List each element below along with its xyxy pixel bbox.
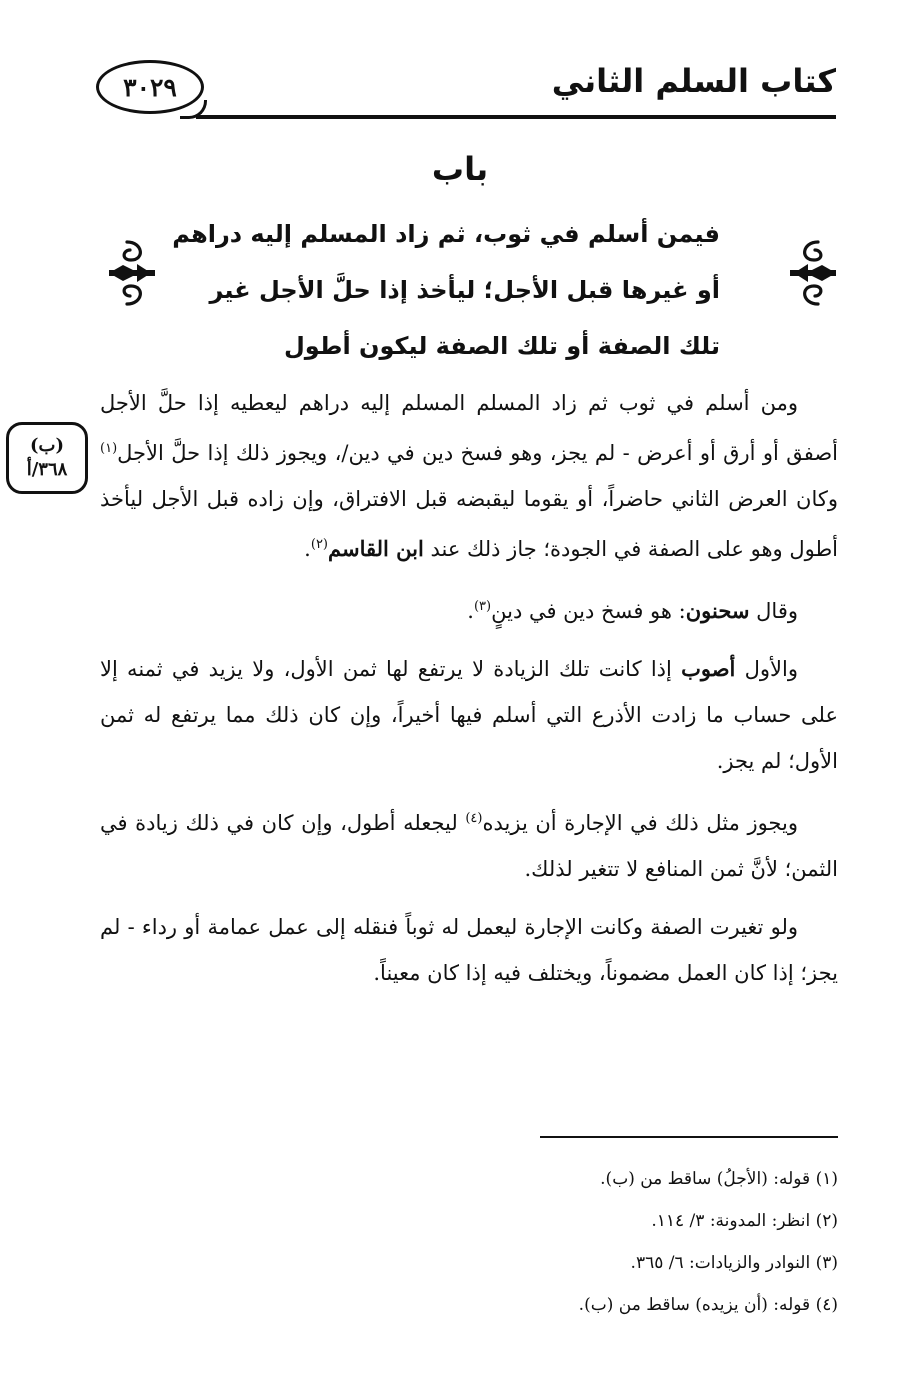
- scholar-name: ابن القاسم: [328, 536, 424, 561]
- subtitle-line: فيمن أسلم في ثوب، ثم زاد المسلم إليه دراهم: [172, 220, 720, 248]
- floral-ornament-icon: [788, 238, 838, 308]
- footnote: (٤) قوله: (أن يزيده) ساقط من (ب).: [578, 1295, 838, 1315]
- page-number: ٣٠٢٩: [123, 72, 177, 102]
- footnote-ref[interactable]: (٣): [473, 599, 492, 614]
- paragraph-text: .: [304, 537, 311, 561]
- page-number-badge: [96, 60, 204, 114]
- subtitle-line: تلك الصفة أو تلك الصفة ليكون أطول: [283, 332, 720, 360]
- paragraph: [100, 904, 838, 996]
- header-rule: [196, 115, 836, 119]
- paragraph: [100, 646, 838, 784]
- footnote: (٣) النوادر والزيادات: ٦/ ٣٦٥.: [630, 1253, 838, 1273]
- paragraph-text: وكان العرض الثاني حاضراً، أو يقوما ليقبضه قبل الافتراق، وإن زاده قبل الأجل ليأخذ أطول وهو على الصفة في الجودة؛ جاز ذلك عند: [100, 487, 838, 561]
- chapter-title: باب: [431, 150, 489, 188]
- paragraph-text: .: [467, 599, 474, 623]
- paragraph: [100, 796, 838, 892]
- paragraph-text: إذا كانت تلك الزيادة لا يرتفع لها ثمن الأول، ولا يزيد في ثمنه إلا على حساب ما زادت الأذرع التي أسلم فيها أخيراً، وإن كان ذلك مما يرتفع له ثمن الأول؛ لم يجز.: [100, 657, 838, 773]
- paragraph-text: والأول: [735, 657, 798, 681]
- emphasis: أصوب: [681, 656, 736, 681]
- footnote: (٢) انظر: المدونة: ٣/ ١١٤.: [651, 1211, 838, 1231]
- scholar-name: سحنون: [685, 598, 750, 623]
- footnote-divider: [540, 1136, 838, 1138]
- footnote-ref[interactable]: (٢): [310, 537, 328, 552]
- paragraph-text: : هو فسخ دين في دينٍ: [491, 599, 686, 623]
- subtitle-line: أو غيرها قبل الأجل؛ ليأخذ إذا حلَّ الأجل غير: [209, 276, 720, 304]
- footnote-ref[interactable]: (٤): [465, 811, 483, 826]
- paragraph-text: ومن أسلم في ثوب ثم زاد المسلم المسلم إليه دراهم ليعطيه إذا حلَّ الأجل أصفق أو أرق أو أعرض - لم يجز، وهو فسخ دين في دين/، ويجوز ذلك إذا حلَّ الأجل: [100, 391, 838, 465]
- manuscript-siglum: (ب): [30, 435, 64, 456]
- footnotes: [138, 1158, 838, 1326]
- book-title: كتاب السلم الثاني: [551, 62, 836, 100]
- floral-ornament-icon: [107, 238, 157, 308]
- footnote: (١) قوله: (الأجلُ) ساقط من (ب).: [600, 1169, 838, 1189]
- chapter-subtitle: [172, 206, 720, 374]
- paragraph: [100, 584, 838, 634]
- body-text: [100, 380, 838, 1008]
- folio-reference: ٣٦٨/أ: [26, 459, 68, 480]
- paragraph-text: ويجوز مثل ذلك في الإجارة أن يزيده: [482, 811, 798, 835]
- footnote-ref[interactable]: (١): [100, 441, 118, 456]
- paragraph-text: ليجعله أطول، وإن كان في ذلك زيادة في الثمن؛ لأنَّ ثمن المنافع لا تتغير لذلك.: [100, 811, 838, 881]
- manuscript-folio-note: [6, 422, 88, 494]
- paragraph-text: ولو تغيرت الصفة وكانت الإجارة ليعمل له ثوباً فنقله إلى عمل عمامة أو رداء - لم يجز؛ إذا كان العمل مضموناً، ويختلف فيه إذا كان معيناً.: [100, 915, 838, 985]
- paragraph-text: وقال: [749, 599, 798, 623]
- paragraph: [100, 380, 838, 572]
